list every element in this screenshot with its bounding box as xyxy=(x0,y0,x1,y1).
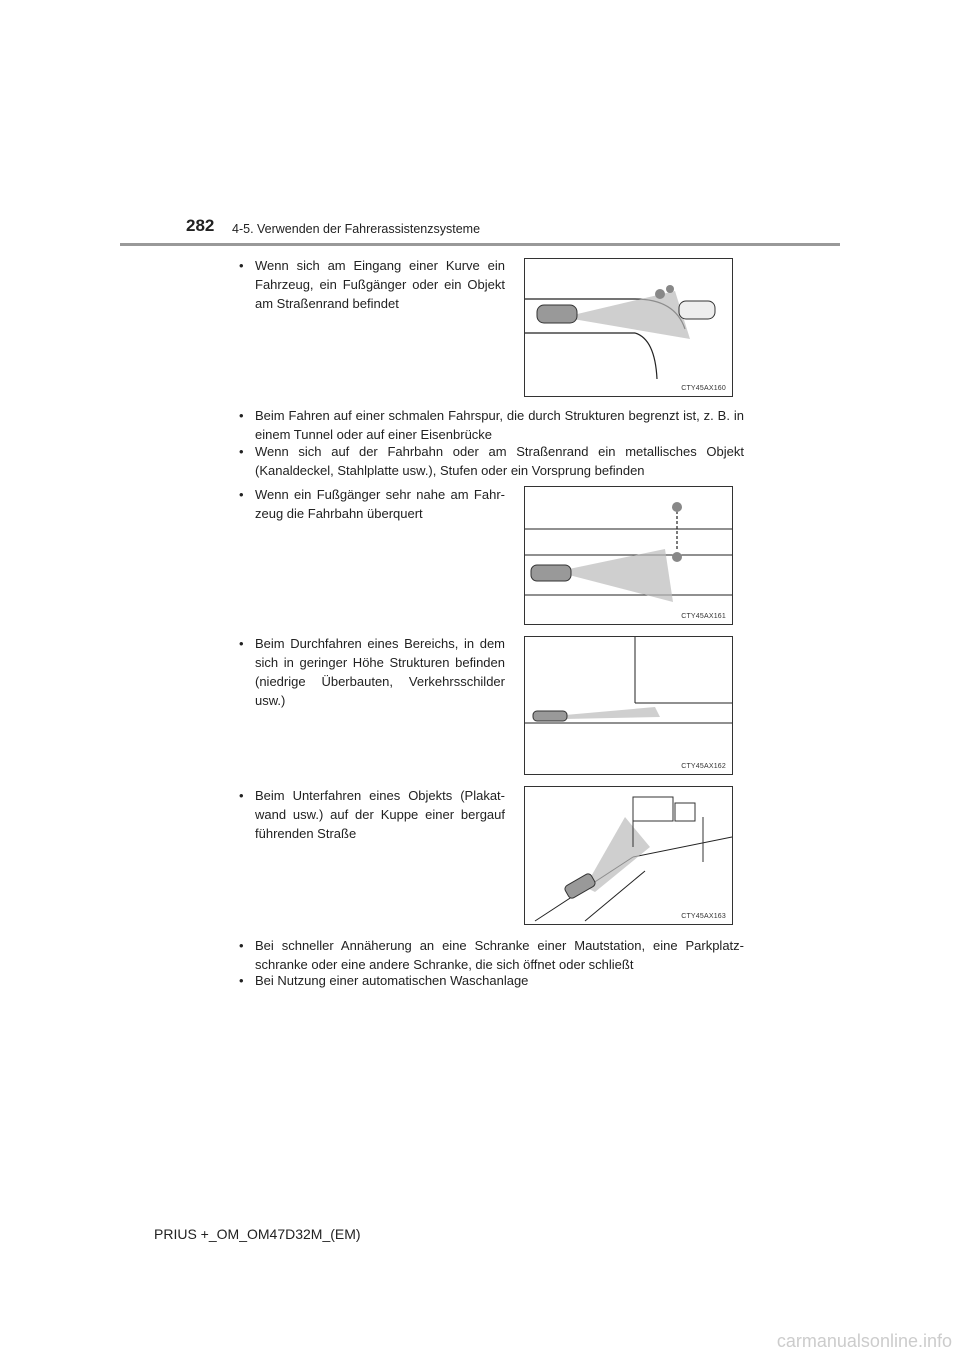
bullet-dot: • xyxy=(239,636,244,651)
list-item-text: Bei Nutzung einer automatischen Waschanlage xyxy=(255,973,529,988)
list-item xyxy=(239,442,744,480)
illustration-low-structure xyxy=(524,636,733,775)
figure-code: CTY45AX161 xyxy=(681,613,726,620)
list-item-text: Bei schneller Annäherung an eine Schranke einer Mautstation, eine Parkplatz-schranke oder eine andere Schranke, die sich öffnet oder schließt xyxy=(255,938,744,972)
list-item xyxy=(239,786,505,843)
bullet-dot: • xyxy=(239,258,244,273)
manual-code: PRIUS +_OM_OM47D32M_(EM) xyxy=(154,1226,361,1242)
list-item xyxy=(239,256,505,313)
list-item xyxy=(239,634,505,710)
watermark: carmanualsonline.info xyxy=(776,1331,952,1351)
list-item-text: Beim Durchfahren eines Bereichs, in dem sich in geringer Höhe Strukturen befinden (niedrige Überbauten, Verkehrsschilder usw.) xyxy=(255,636,505,708)
figure-code: CTY45AX163 xyxy=(681,913,726,920)
page-number: 282 xyxy=(186,216,215,235)
list-item-text: Wenn sich am Eingang einer Kurve ein Fahrzeug, ein Fußgänger oder ein Objekt am Straßenrand befindet xyxy=(255,258,505,311)
list-item xyxy=(239,936,744,974)
bullet-dot: • xyxy=(239,408,244,423)
list-item xyxy=(239,406,744,444)
header-rule xyxy=(120,243,840,246)
bullet-dot: • xyxy=(239,973,244,988)
bullet-dot: • xyxy=(239,487,244,502)
section-title: 4-5. Verwenden der Fahrerassistenzsysteme xyxy=(232,222,481,236)
bullet-dot: • xyxy=(239,788,244,803)
illustration-curve-entrance xyxy=(524,258,733,397)
figure-code: CTY45AX160 xyxy=(681,385,726,392)
list-item xyxy=(239,485,505,523)
list-item-text: Beim Fahren auf einer schmalen Fahrspur, die durch Strukturen begrenzt ist, z. B. in einem Tunnel oder auf einer Eisenbrücke xyxy=(255,408,744,442)
figure-code: CTY45AX162 xyxy=(681,763,726,770)
illustration-uphill-billboard xyxy=(524,786,733,925)
list-item-text: Wenn sich auf der Fahrbahn oder am Straßenrand ein metallisches Objekt (Kanaldeckel, Stahlplatte usw.), Stufen oder ein Vorsprung befinden xyxy=(255,444,744,478)
list-item xyxy=(239,971,744,990)
list-item-text: Wenn ein Fußgänger sehr nahe am Fahr-zeug die Fahrbahn überquert xyxy=(255,487,505,521)
illustration-pedestrian-crossing xyxy=(524,486,733,625)
list-item-text: Beim Unterfahren eines Objekts (Plakat-wand usw.) auf der Kuppe einer bergauf führenden Straße xyxy=(255,788,505,841)
bullet-dot: • xyxy=(239,938,244,953)
bullet-dot: • xyxy=(239,444,244,459)
